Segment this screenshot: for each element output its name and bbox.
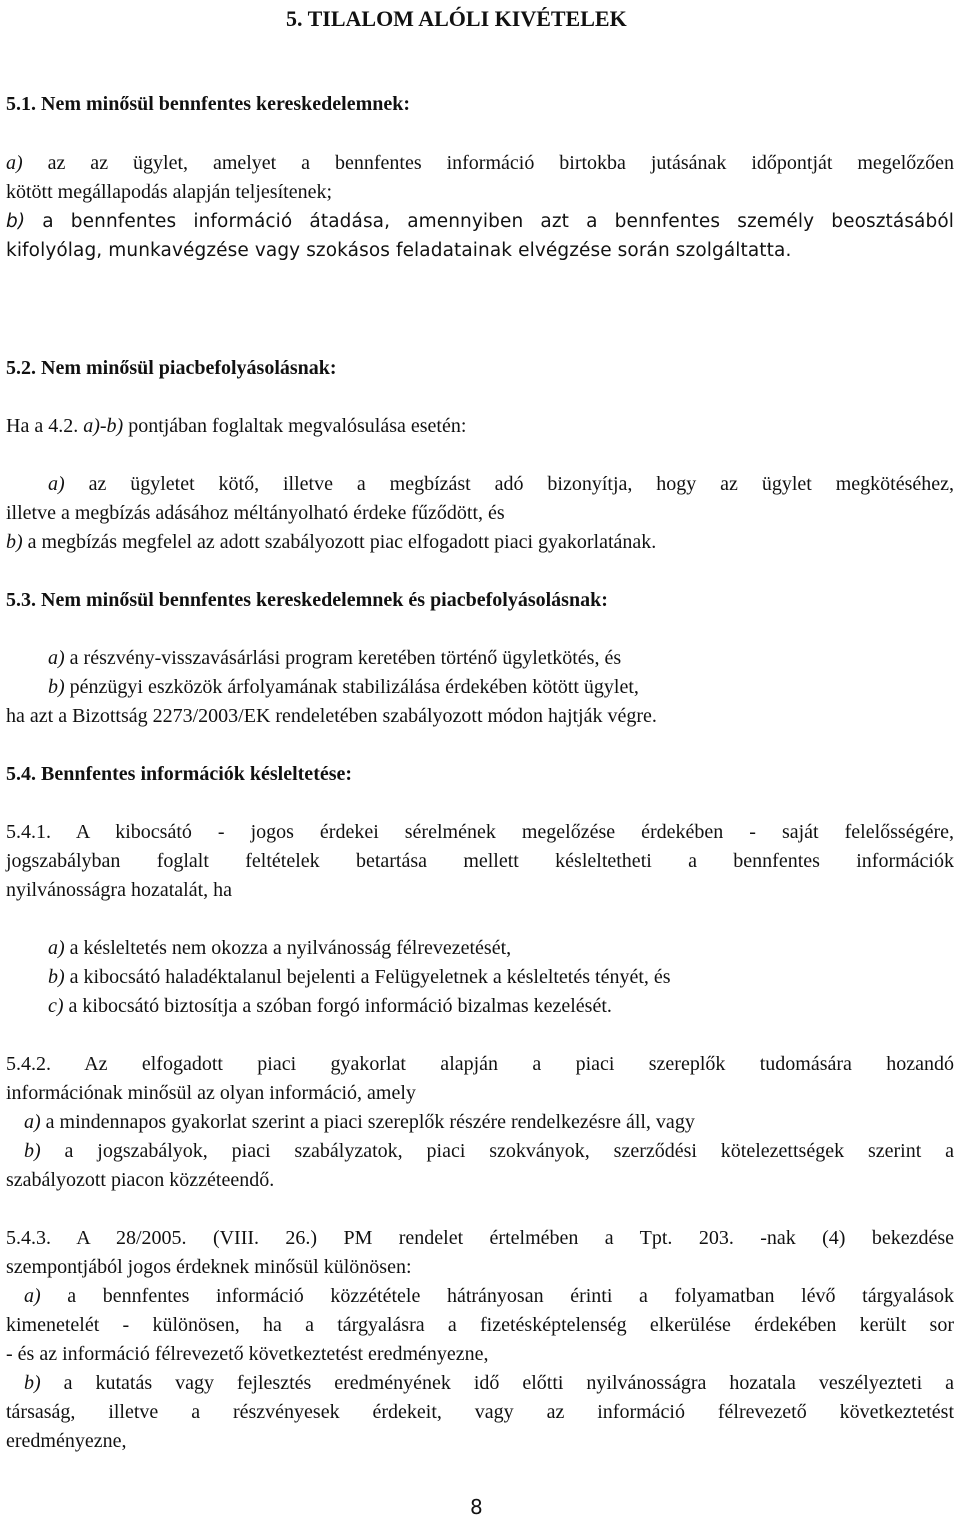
section-5-4-3-item-a [6, 1282, 954, 1369]
item-text: a késleltetés nem okozza a nyilvánosság félrevezetését, [64, 937, 512, 959]
page-title: 5. TILALOM ALÓLI KIVÉTELEK [286, 6, 627, 31]
section-5-2-item-a [6, 470, 954, 528]
section-5-4-2-paragraph: 5.4.2. Az elfogadott piaci gyakorlat alapján a piaci szereplők tudomására hozandó információnak minősül az olyan információ, amely [6, 1053, 954, 1104]
item-label: b) [24, 1372, 41, 1394]
item-text: kifolyólag, munkavégzése vagy szokásos feladatainak elvégzése során szolgáltatta. [6, 240, 792, 261]
section-5-3-tail: ha azt a Bizottság 2273/2003/EK rendeletében szabályozott módon hajtják végre. [6, 705, 657, 727]
item-label: b) [48, 966, 65, 988]
item-text: kimenetelét - különösen, ha a tárgyalásra a fizetésképtelenség elkerülése érdekében került sor [6, 1314, 954, 1336]
item-text: szabályozott piacon közzéteendő. [6, 1169, 275, 1191]
section-5-1-item-a [6, 149, 954, 207]
item-text: a megbízás megfelel az adott szabályozott piac elfogadott piaci gyakorlatának. [22, 531, 657, 553]
item-label: a) [6, 152, 23, 174]
section-5-4-1-item-a [6, 934, 954, 963]
section-5-4-heading: 5.4. Bennfentes információk késleltetése: [6, 763, 353, 785]
item-label: b) [24, 1140, 41, 1162]
item-text: a kibocsátó haladéktalanul bejelenti a Felügyeletnek a késleltetés tényét, és [64, 966, 671, 988]
section-5-4-1-item-b [6, 963, 954, 992]
item-text: a jogszabályok, piaci szabályzatok, piaci szokványok, szerződési kötelezettségek szerint a [40, 1140, 954, 1162]
item-text: eredményezne, [6, 1430, 127, 1452]
item-label: a) [24, 1285, 41, 1307]
item-label: c) [48, 995, 64, 1017]
item-text: a kibocsátó biztosítja a szóban forgó információ bizalmas kezelését. [63, 995, 612, 1017]
section-5-4-2-item-a [6, 1108, 954, 1137]
section-5-4-3-item-b [6, 1369, 954, 1456]
section-5-2-intro: Ha a 4.2. a)-b) pontjában foglaltak megvalósulása esetén: [6, 415, 467, 437]
item-text: - és az információ félrevezető következtetést eredményezne, [6, 1343, 489, 1365]
section-5-4-1-paragraph: 5.4.1. A kibocsátó - jogos érdekei sérelmének megelőzése érdekében - saját felelősségére, jogszabályban foglalt feltételek betartása mellett késleltetheti a bennfentes információk nyilvánosságra hozatalát, ha [6, 821, 954, 901]
section-5-1-heading: 5.1. Nem minősül bennfentes kereskedelemnek: [6, 93, 411, 115]
item-text: a bennfentes információ közzététele hátrányosan érinti a folyamatban lévő tárgyalások [40, 1285, 954, 1307]
item-label: b) [6, 531, 23, 553]
item-text: a kutatás vagy fejlesztés eredményének idő előtti nyilvánosságra hozatala veszélyezteti a [40, 1372, 954, 1394]
item-text: az ügyletet kötő, illetve a megbízást adó bizonyítja, hogy az ügylet megkötéséhez, [64, 473, 954, 495]
section-5-4-3-paragraph: 5.4.3. A 28/2005. (VIII. 26.) PM rendelet értelmében a Tpt. 203. -nak (4) bekezdése szempontjából jogos érdeknek minősül különösen: [6, 1227, 954, 1278]
section-5-1-item-b [6, 207, 954, 265]
item-text: kötött megállapodás alapján teljesítenek; [6, 181, 333, 203]
item-label: a) [48, 647, 65, 669]
item-label: a) [48, 937, 65, 959]
section-5-3-item-a [6, 644, 954, 673]
section-5-3-item-b [6, 673, 954, 702]
item-text: a részvény-visszavásárlási program keretében történő ügyletkötés, és [64, 647, 622, 669]
page-number: 8 [470, 1495, 483, 1519]
item-text: pénzügyi eszközök árfolyamának stabilizálása érdekében kötött ügylet, [64, 676, 639, 698]
item-text: a bennfentes információ átadása, amennyiben azt a bennfentes személy beosztásából [25, 211, 954, 232]
item-label: a) [48, 473, 65, 495]
section-5-2-heading: 5.2. Nem minősül piacbefolyásolásnak: [6, 357, 337, 379]
item-text: a mindennapos gyakorlat szerint a piaci szereplők részére rendelkezésre áll, vagy [40, 1111, 695, 1133]
item-text: társaság, illetve a részvényesek érdekeit, vagy az információ félrevezető következtetést [6, 1401, 954, 1423]
section-5-3-heading: 5.3. Nem minősül bennfentes kereskedelemnek és piacbefolyásolásnak: [6, 589, 608, 611]
item-text: az az ügylet, amelyet a bennfentes információ birtokba jutásának időpontját megelőzően [22, 152, 954, 174]
item-label: b) [48, 676, 65, 698]
section-5-2-item-b [6, 528, 954, 557]
item-text: illetve a megbízás adásához méltányolható érdeke fűződött, és [6, 502, 505, 524]
item-label: b) [6, 211, 26, 232]
item-label: a)-b) [83, 415, 124, 437]
section-5-4-1-item-c [6, 992, 954, 1021]
item-label: a) [24, 1111, 41, 1133]
section-5-4-2-item-b [6, 1137, 954, 1195]
